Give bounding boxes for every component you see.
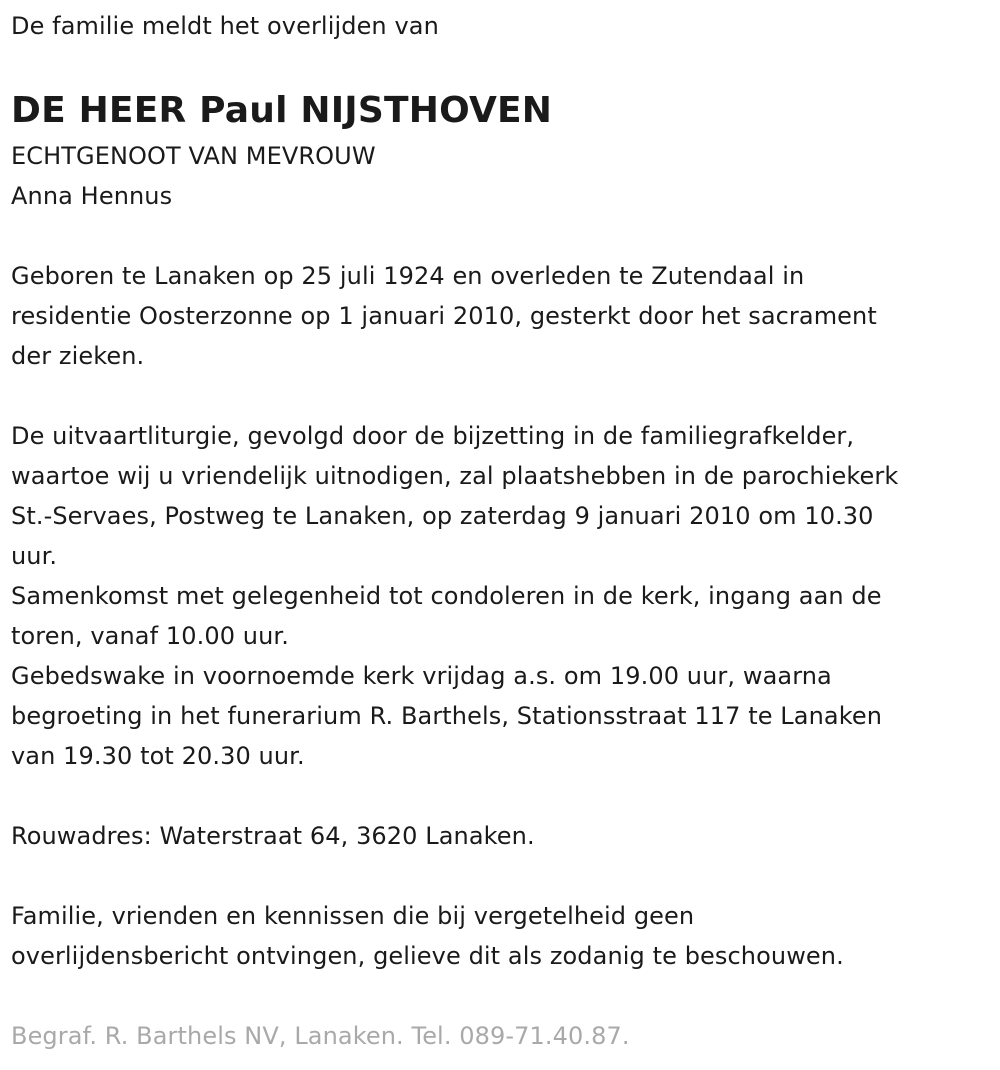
closing-paragraph <box>11 896 991 976</box>
paragraph-line: toren, vanaf 10.00 uur. <box>11 622 289 650</box>
spouse-title: ECHTGENOOT VAN MEVROUW <box>11 142 376 170</box>
paragraph-line: residentie Oosterzonne op 1 januari 2010, gesterkt door het sacrament <box>11 302 877 330</box>
paragraph-line: De uitvaartliturgie, gevolgd door de bijzetting in de familiegrafkelder, <box>11 422 855 450</box>
paragraph-line: uur. <box>11 542 58 570</box>
mourning-address: Rouwadres: Waterstraat 64, 3620 Lanaken. <box>11 822 535 850</box>
birth-death-paragraph <box>11 256 991 376</box>
footer-paragraph <box>11 1016 991 1056</box>
paragraph-line: begroeting in het funerarium R. Barthels, Stationsstraat 117 te Lanaken <box>11 702 883 730</box>
paragraph-line: Geboren te Lanaken op 25 juli 1924 en overleden te Zutendaal in <box>11 262 805 290</box>
spouse-name: Anna Hennus <box>11 182 173 210</box>
paragraph-line: St.-Servaes, Postweg te Lanaken, op zaterdag 9 januari 2010 om 10.30 <box>11 502 874 530</box>
funeral-paragraph <box>11 416 991 776</box>
death-notice <box>11 6 991 1056</box>
paragraph-line: waartoe wij u vriendelijk uitnodigen, zal plaatshebben in de parochiekerk <box>11 462 899 490</box>
intro-text: De familie meldt het overlijden van <box>11 12 439 40</box>
funeral-home-footer: Begraf. R. Barthels NV, Lanaken. Tel. 089-71.40.87. <box>11 1022 630 1050</box>
paragraph-line: van 19.30 tot 20.30 uur. <box>11 742 305 770</box>
address-paragraph <box>11 816 991 856</box>
paragraph-line: Familie, vrienden en kennissen die bij vergetelheid geen <box>11 902 695 930</box>
paragraph-line: Samenkomst met gelegenheid tot condoleren in de kerk, ingang aan de <box>11 582 882 610</box>
paragraph-line: overlijdensbericht ontvingen, gelieve dit als zodanig te beschouwen. <box>11 942 844 970</box>
paragraph-line: Gebedswake in voornoemde kerk vrijdag a.s. om 19.00 uur, waarna <box>11 662 832 690</box>
paragraph-line: der zieken. <box>11 342 145 370</box>
deceased-name: DE HEER Paul NIJSTHOVEN <box>11 90 553 131</box>
